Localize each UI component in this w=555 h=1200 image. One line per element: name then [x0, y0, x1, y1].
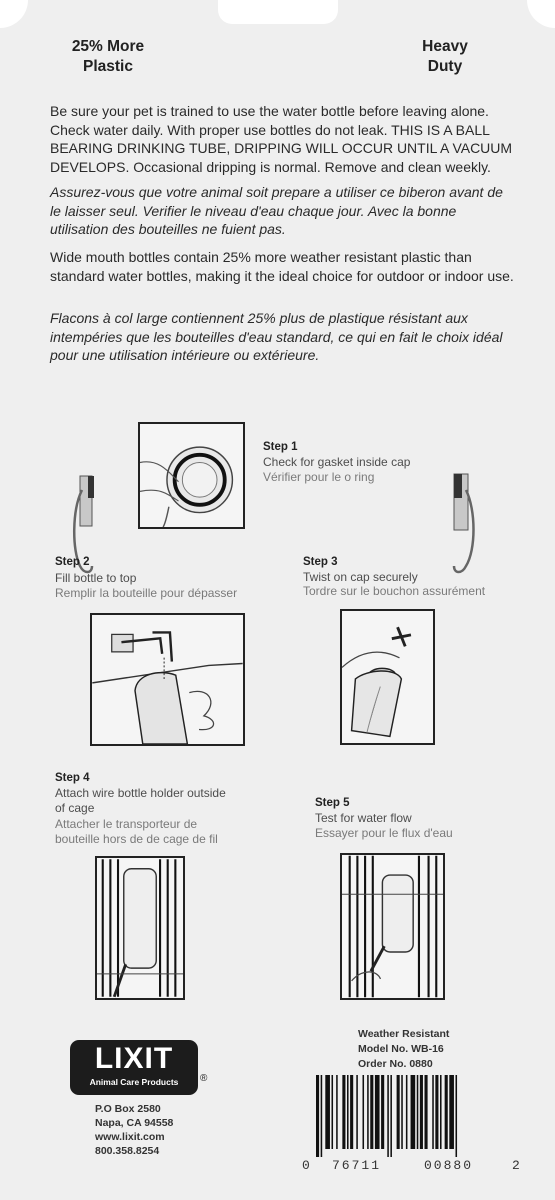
barcode-bar — [406, 1075, 408, 1149]
step3-title: Step 3 — [303, 556, 338, 568]
barcode-bar — [350, 1075, 353, 1149]
barcode-bar — [456, 1075, 458, 1157]
barcode-bar — [387, 1075, 389, 1157]
card-corner-top-left — [0, 0, 28, 28]
card-corner-top-right — [527, 0, 555, 28]
address-city: Napa, CA 94558 — [95, 1117, 174, 1129]
feature-left-line1: 25% More — [71, 38, 145, 55]
step1-title: Step 1 — [263, 441, 298, 453]
barcode-bar — [425, 1075, 428, 1149]
logo-wordmark: LIXIT — [94, 1042, 174, 1075]
feature-more-plastic — [58, 37, 158, 77]
step5-illustration — [340, 853, 445, 1000]
step1-illustration — [138, 422, 245, 529]
address-website: www.lixit.com — [95, 1131, 165, 1143]
barcode-bar — [449, 1075, 454, 1149]
barcode-bar — [411, 1075, 416, 1149]
barcode-right-group: 00880 — [424, 1158, 474, 1173]
product-model-number: Model No. WB-16 — [358, 1043, 444, 1055]
feature-left-line2: Plastic — [83, 58, 133, 75]
hang-hole-notch — [218, 0, 338, 24]
step5-title: Step 5 — [315, 797, 350, 809]
step1-english: Check for gasket inside cap — [263, 455, 411, 469]
step5-french: Essayer pour le flux d'eau — [315, 826, 453, 840]
barcode-bar — [397, 1075, 400, 1149]
barcode-bar — [390, 1075, 392, 1157]
barcode-bar — [381, 1075, 384, 1149]
step2-title: Step 2 — [55, 556, 90, 568]
step2-french: Remplir la bouteille pour dépasser — [55, 586, 238, 600]
step4-title: Step 4 — [55, 772, 90, 784]
barcode-bar — [367, 1075, 369, 1149]
description-english: Wide mouth bottles contain 25% more weather resistant plastic than standard water bottles, making it the ideal choice for outdoor or indoor use. — [50, 249, 514, 284]
barcode-bar — [370, 1075, 373, 1149]
barcode-bar — [347, 1075, 349, 1149]
step4-french-line1: Attacher le transporteur de — [55, 817, 198, 831]
barcode-bar — [401, 1075, 403, 1149]
address-phone: 800.358.8254 — [95, 1145, 160, 1157]
barcode-bar — [342, 1075, 345, 1149]
step4-english-line2: of cage — [55, 801, 95, 815]
step5-english: Test for water flow — [315, 811, 412, 825]
feature-right-line1: Heavy — [422, 38, 468, 55]
step4-english-line1: Attach wire bottle holder outside — [55, 786, 226, 800]
step2-english: Fill bottle to top — [55, 571, 137, 585]
instructions-english: Be sure your pet is trained to use the water bottle before leaving alone. Check water daily. With proper use bottles do not leak. THIS IS A BALL BEARING DRINKING TUBE, DRIPPING WILL OCCUR UNTIL A VACUUM DEVELOPS. Occasional dripping is normal. Remove and clean weekly. — [50, 103, 513, 175]
barcode-bar — [336, 1075, 338, 1149]
right-hanger-hook-icon — [440, 470, 480, 580]
product-weather-resistant: Weather Resistant — [358, 1028, 450, 1040]
feature-heavy-duty — [405, 37, 485, 77]
barcode-bar — [420, 1075, 423, 1149]
barcode-bar — [363, 1075, 365, 1149]
barcode-bar — [316, 1075, 319, 1157]
description-french: Flacons à col large contiennent 25% plus de plastique résistant aux intempéries que les bouteilles d'eau standard, ce qui en fait le choix idéal pour une utilisation intérieure ou extérieure. — [50, 310, 503, 363]
barcode-bar — [321, 1075, 323, 1157]
instructions-french: Assurez-vous que votre animal soit prepare a utiliser ce biberon avant de le laisser seul. Verifier le niveau d'eau chaque jour. Avec la bonne utilisation des bouteilles ne fuient pas. — [50, 184, 503, 237]
step4-illustration — [95, 856, 185, 1000]
barcode-bar — [356, 1075, 358, 1149]
step3-french: Tordre sur le bouchon assurément — [303, 584, 486, 598]
barcode-bar — [375, 1075, 380, 1149]
barcode-digit-last: 2 — [512, 1158, 520, 1173]
barcode-bar — [445, 1075, 448, 1149]
barcode-digit-first: 0 — [302, 1158, 310, 1173]
barcode-bar — [435, 1075, 438, 1149]
barcode-left-group: 76711 — [332, 1158, 382, 1173]
barcode-bars-icon — [314, 1075, 514, 1157]
company-address — [95, 1102, 173, 1158]
lixit-logo — [70, 1040, 198, 1095]
logo-tagline: Animal Care Products — [89, 1077, 179, 1087]
feature-right-line2: Duty — [427, 58, 463, 75]
step3-illustration — [340, 609, 435, 745]
step1-french: Vérifier pour le o ring — [263, 470, 375, 484]
address-po-box: P.O Box 2580 — [95, 1103, 161, 1115]
barcode-bar — [417, 1075, 419, 1149]
upc-barcode — [314, 1075, 514, 1157]
step3-english: Twist on cap securely — [303, 570, 418, 584]
barcode-bar — [440, 1075, 442, 1149]
step4-french-line2: bouteille hors de de cage de fil — [55, 832, 218, 846]
registered-mark: ® — [200, 1073, 208, 1084]
barcode-bar — [432, 1075, 434, 1149]
barcode-bar — [325, 1075, 330, 1149]
product-order-number: Order No. 0880 — [358, 1058, 433, 1070]
step2-illustration — [90, 613, 245, 746]
barcode-bar — [332, 1075, 334, 1149]
